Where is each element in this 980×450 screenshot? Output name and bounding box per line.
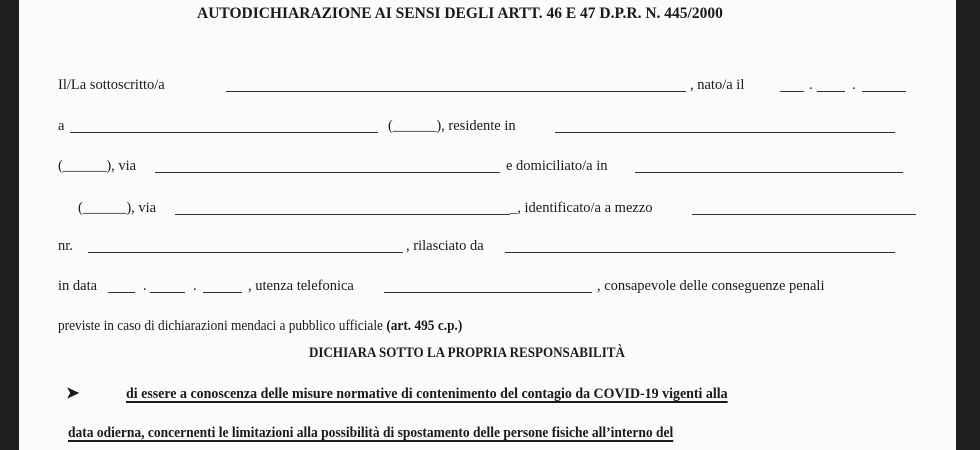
label-a: a	[58, 118, 65, 134]
bullet-text-line-1: di essere a conoscenza delle misure normative di contenimento del contagio da COVID-19 vigenti alla	[126, 386, 728, 402]
label-in-data: in data	[58, 278, 98, 294]
field-birthplace[interactable]	[70, 132, 378, 133]
label-via: (______), via	[78, 200, 157, 216]
label-domiciliato: e domiciliato/a in	[506, 158, 608, 174]
dot: .	[852, 77, 856, 93]
document-title: AUTODICHIARAZIONE AI SENSI DEGLI ARTT. 46 E 47 D.P.R. N. 445/2000	[197, 5, 723, 22]
field-street[interactable]	[155, 172, 500, 173]
field-issued-by[interactable]	[505, 252, 895, 253]
field-birth-year[interactable]	[862, 91, 906, 92]
field-issue-year[interactable]	[203, 292, 242, 293]
label-via: (______), via	[58, 158, 137, 174]
field-domicile[interactable]	[635, 172, 903, 173]
label-consapevole: , consapevole delle conseguenze penali	[597, 278, 825, 294]
label-utenza: , utenza telefonica	[248, 278, 354, 294]
field-domicile-street[interactable]	[175, 214, 510, 215]
label-nato: , nato/a il	[690, 77, 745, 93]
field-issue-day[interactable]	[108, 292, 135, 293]
label-sottoscritto: Il/La sottoscritto/a	[58, 77, 165, 93]
field-phone[interactable]	[384, 292, 592, 293]
label-rilasciato: , rilasciato da	[406, 238, 484, 254]
arrowhead-bullet-icon: ➤	[66, 385, 80, 402]
statement-body: previste in caso di dichiarazioni mendaci a pubblico ufficiale	[58, 318, 383, 334]
field-issue-month[interactable]	[150, 292, 185, 293]
dot: .	[809, 77, 813, 93]
section-heading: DICHIARA SOTTO LA PROPRIA RESPONSABILITÀ	[309, 345, 625, 361]
label-identificato: _, identificato/a a mezzo	[510, 200, 653, 216]
statement-text	[58, 318, 462, 334]
statement-ref: (art. 495 c.p.)	[386, 318, 463, 334]
document-page	[19, 0, 956, 450]
dot: .	[143, 278, 147, 294]
field-id-document[interactable]	[692, 214, 916, 215]
label-nr: nr.	[58, 238, 73, 254]
field-birth-day[interactable]	[780, 91, 804, 92]
bullet-text-line-2: data odierna, concernenti le limitazioni alla possibilità di spostamento delle persone fisiche all’interno del	[68, 425, 674, 441]
field-residence[interactable]	[555, 132, 895, 133]
field-birth-month[interactable]	[817, 91, 845, 92]
label-residente: (______), residente in	[388, 118, 516, 134]
field-name[interactable]	[226, 91, 686, 92]
dot: .	[193, 278, 197, 294]
field-id-number[interactable]	[88, 252, 403, 253]
